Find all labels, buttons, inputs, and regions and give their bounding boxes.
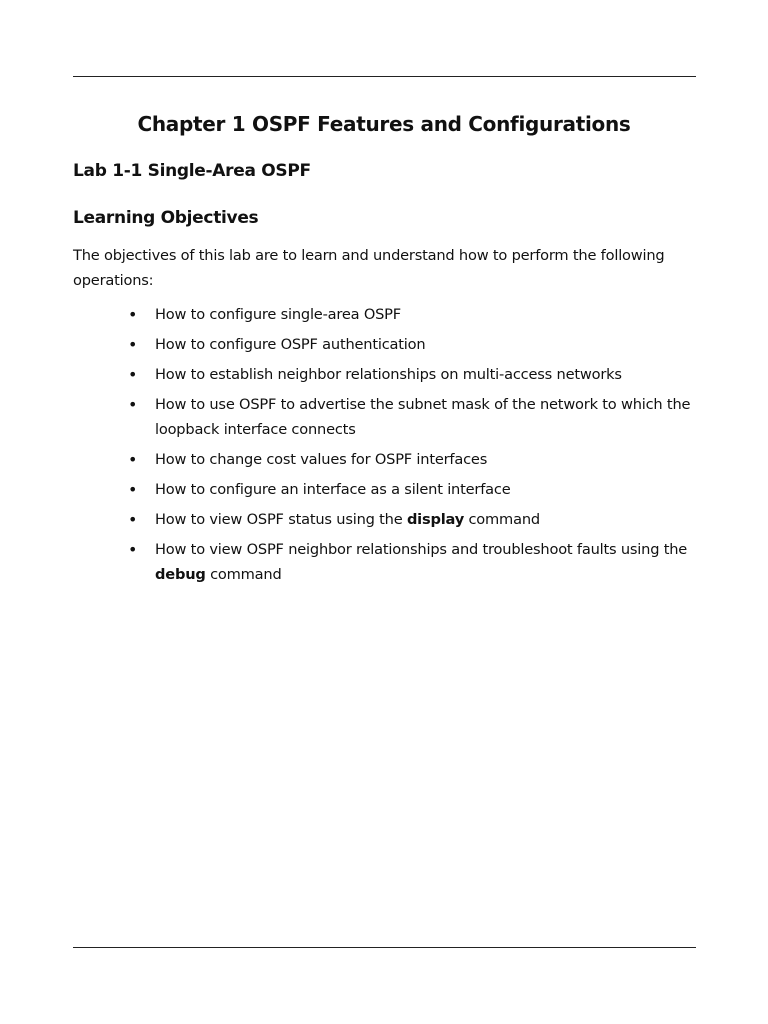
list-item xyxy=(73,507,696,532)
bullet-icon: • xyxy=(128,510,138,529)
chapter-title: Chapter 1 OSPF Features and Configurations xyxy=(137,112,631,136)
intro-paragraph: The objectives of this lab are to learn and understand how to perform the following operations: xyxy=(73,247,665,289)
bullet-icon: • xyxy=(128,395,138,414)
bullet-icon: • xyxy=(128,365,138,384)
objective-text-after: command xyxy=(205,566,282,583)
list-item xyxy=(73,447,696,472)
bullet-icon: • xyxy=(128,335,138,354)
objective-text: How to change cost values for OSPF interfaces xyxy=(155,451,488,468)
list-item xyxy=(73,362,696,387)
objective-text: How to configure single-area OSPF xyxy=(155,306,401,323)
section-title: Learning Objectives xyxy=(73,208,259,228)
header-rule xyxy=(73,76,696,77)
objective-text xyxy=(155,511,540,528)
list-item xyxy=(73,477,696,502)
bullet-icon: • xyxy=(128,540,138,559)
footer-rule xyxy=(73,947,696,948)
bullet-icon: • xyxy=(128,480,138,499)
list-item xyxy=(73,392,696,442)
objective-text: How to configure OSPF authentication xyxy=(155,336,426,353)
objective-text xyxy=(155,541,687,583)
objectives-list xyxy=(73,302,696,592)
list-item xyxy=(73,302,696,327)
list-item xyxy=(73,537,696,587)
objective-text: How to use OSPF to advertise the subnet mask of the network to which the loopback interface connects xyxy=(155,396,691,438)
debug-command: debug xyxy=(155,566,206,583)
lab-title: Lab 1-1 Single-Area OSPF xyxy=(73,161,311,181)
objective-text-before: How to view OSPF neighbor relationships and troubleshoot faults using the xyxy=(155,541,688,558)
objective-text: How to establish neighbor relationships on multi-access networks xyxy=(155,366,622,383)
bullet-icon: • xyxy=(128,305,138,324)
display-command: display xyxy=(406,511,465,528)
objective-text-before: How to view OSPF status using the xyxy=(155,511,407,528)
list-item xyxy=(73,332,696,357)
bullet-icon: • xyxy=(128,450,138,469)
objective-text: How to configure an interface as a silent interface xyxy=(155,481,511,498)
objective-text-after: command xyxy=(464,511,540,528)
